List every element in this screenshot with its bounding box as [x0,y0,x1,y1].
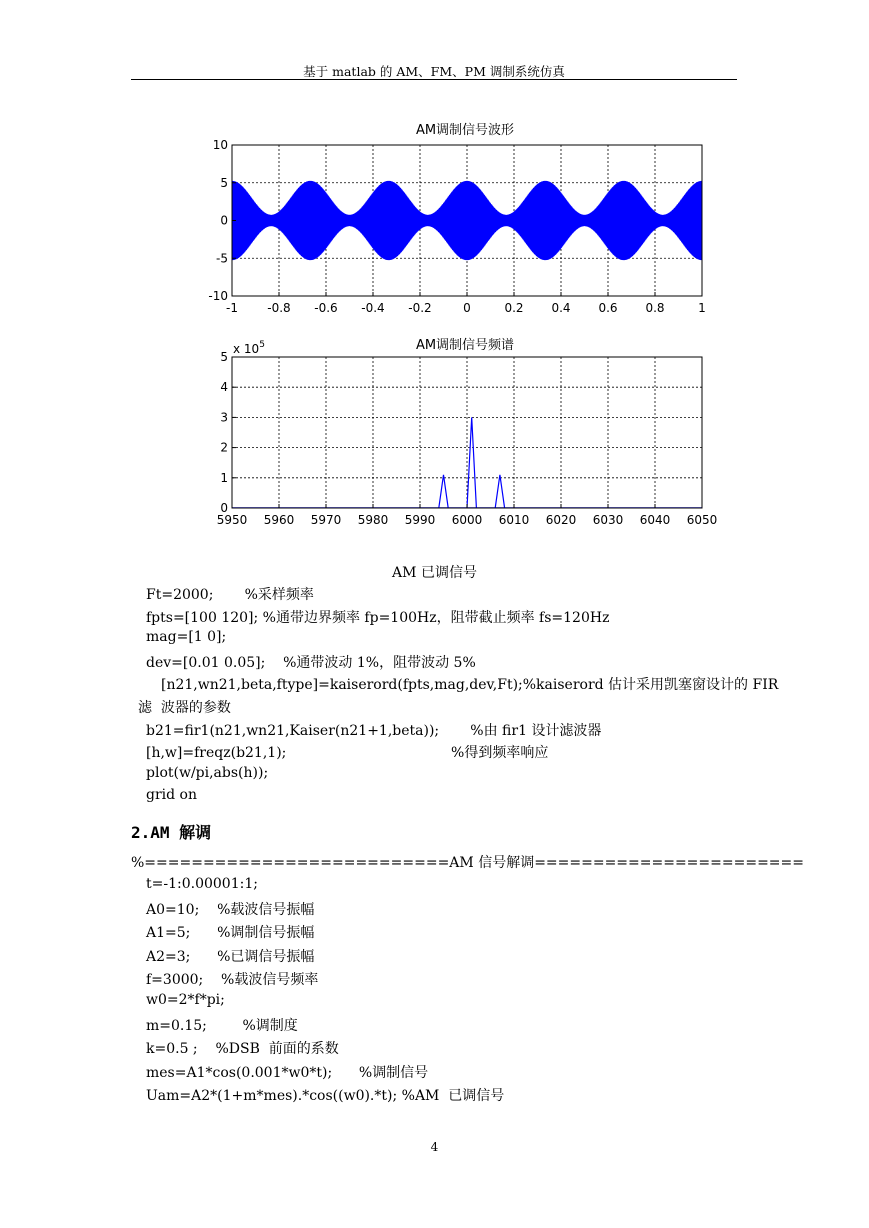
x-tick-label: 5990 [404,513,436,527]
code-line: b21=fir1(n21,wn21,Kaiser(n21+1,beta)); %由 fir1 设计滤波器 [146,722,602,739]
y-tick-label: 0 [220,501,228,515]
separator-comment: %==========================AM 信号解调======================= [131,855,804,871]
y-tick-label: -10 [208,289,228,303]
y-tick-label: -5 [216,251,228,266]
x-tick-label: 1 [698,301,706,315]
x-tick-label: -0.2 [408,301,432,315]
code-line: m=0.15; %调制度 [146,1018,298,1035]
x-tick-label: 5980 [357,513,389,527]
y-scale-label: x $10^5$ [233,340,265,356]
x-tick-label: 6020 [545,513,577,527]
code-line: dev=[0.01 0.05]; %通带波动 1%，阻带波动 5% [146,654,476,671]
code-line: mag=[1 0]; [146,629,227,646]
code-line: 滤 波器的参数 [138,700,231,716]
x-tick-label: 0.6 [598,301,618,315]
chart-am-waveform [208,122,705,315]
page-header: 基于 matlab 的 AM、FM、PM 调制系统仿真 [303,64,565,79]
series-am-waveform [232,181,702,260]
code-line: mes=A1*cos(0.001*w0*t); %调制信号 [146,1064,429,1081]
x-tick-label: 6030 [592,513,624,527]
y-tick-label: 0 [220,213,228,228]
code-line: f=3000; %载波信号频率 [146,971,319,988]
x-tick-label: 6010 [498,513,530,527]
x-tick-label: 0.8 [645,301,665,315]
x-tick-label: 0.2 [504,301,524,315]
code-line: A1=5; %调制信号振幅 [146,925,315,942]
y-tick-label: 2 [220,440,228,455]
code-line: Uam=A2*(1+m*mes).*cos((w0).*t); %AM 已调信号 [146,1087,505,1104]
y-tick-label: 1 [220,470,228,485]
code-line: w0=2*f*pi; [146,992,225,1008]
code-line: A0=10; %载波信号振幅 [146,902,315,919]
figure-am-signal [0,0,869,560]
code-line: plot(w/pi,abs(h)); [146,764,269,781]
y-tick-label: 5 [220,350,228,364]
code-line: [h,w]=freqz(b21,1); %得到频率响应 [146,745,549,762]
x-tick-label: -1 [226,301,238,315]
x-tick-label: -0.6 [314,301,338,315]
x-tick-label: 0 [463,301,471,315]
y-tick-label: 4 [220,380,228,395]
x-tick-label: 5970 [310,513,342,527]
chart-title: AM调制信号频谱 [415,338,515,353]
x-tick-label: 6050 [686,513,718,527]
code-line: grid on [146,787,197,804]
x-tick-label: 6000 [451,513,483,527]
code-line: A2=3; %已调信号振幅 [146,948,315,965]
code-line: t=-1:0.00001:1; [146,876,258,892]
section-title: 2.AM 解调 [131,823,212,842]
chart-title: AM调制信号波形 [415,123,515,138]
x-tick-label: -0.4 [361,301,385,315]
code-line: fpts=[100 120]; %通带边界频率 fp=100Hz，阻带截止频率 fs=120Hz [146,609,610,626]
code-line: [n21,wn21,beta,ftype]=kaiserord(fpts,mag,dev,Ft);%kaiserord 估计采用凯塞窗设计的 FIR [161,677,779,694]
y-tick-label: 5 [220,175,228,190]
x-tick-label: 5960 [263,513,295,527]
y-tick-label: 10 [212,138,228,152]
chart-am-spectrum [217,337,718,527]
x-tick-label: -0.8 [267,301,291,315]
x-tick-label: 5950 [216,513,248,527]
code-line: k=0.5 ; %DSB 前面的系数 [146,1041,339,1058]
figure-caption: AM 已调信号 [392,565,477,581]
code-line: Ft=2000; %采样频率 [146,587,314,603]
y-tick-label: 3 [220,410,228,425]
x-tick-label: 0.4 [551,301,571,315]
x-tick-label: 6040 [639,513,671,527]
page-number: 4 [430,1140,439,1154]
